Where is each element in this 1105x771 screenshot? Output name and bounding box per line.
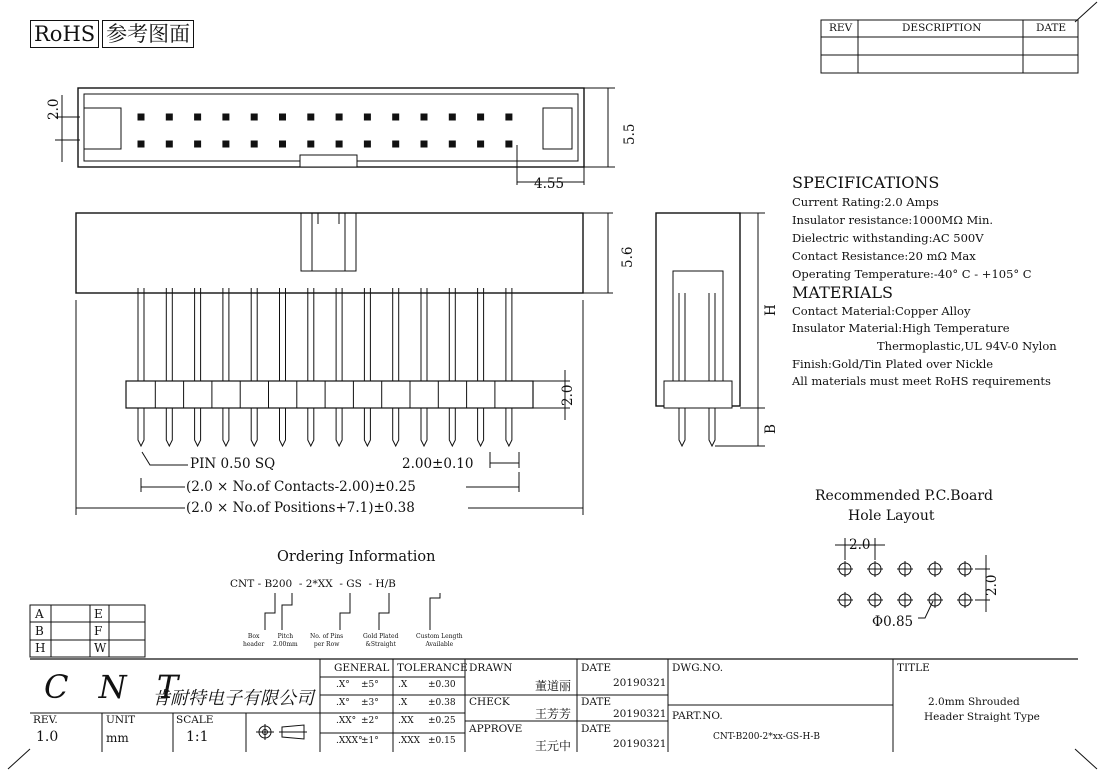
check-label: CHECK — [469, 696, 510, 708]
pin-square — [505, 141, 512, 148]
general-label: GENERAL — [334, 662, 390, 674]
drawn-name: 董道丽 — [535, 679, 572, 693]
tolerance-cell: ±1° — [361, 736, 379, 746]
dwg-no-label: DWG.NO. — [672, 662, 724, 674]
caption-box-header — [243, 633, 264, 649]
pin-square — [251, 114, 258, 121]
pin-tail — [421, 408, 427, 446]
dim-h-label: H — [763, 304, 779, 316]
tolerance-cell: .XXX° — [336, 736, 363, 746]
date-label-1: DATE — [581, 662, 612, 674]
reference-label: 参考图面 — [102, 20, 194, 48]
pin-tail — [251, 408, 257, 446]
caption-plating — [363, 633, 398, 649]
pin-square — [421, 141, 428, 148]
spec-dielectric: Dielectric withstanding:AC 500V — [792, 231, 984, 245]
pcb-title-line1: Recommended P.C.Board — [815, 488, 994, 504]
tolerance-cell: ±0.15 — [428, 736, 456, 746]
corner-mark-bl — [8, 749, 30, 769]
contacts-formula: (2.0 × No.of Contacts-2.00)±0.25 — [186, 479, 416, 495]
pin-square — [392, 114, 399, 121]
tolerance-cell: ±0.30 — [428, 680, 456, 690]
material-rohs: All materials must meet RoHS requirements — [792, 374, 1051, 388]
title-label: TITLE — [897, 662, 930, 674]
date-header: DATE — [1036, 22, 1067, 34]
caption-text: per Row — [313, 641, 340, 648]
part-no-label: PART.NO. — [672, 710, 723, 722]
material-insulator: Insulator Material:High Temperature — [792, 321, 1010, 335]
pin-square — [505, 114, 512, 121]
spec-contact-resistance: Contact Resistance:20 mΩ Max — [792, 249, 976, 263]
code-series: B200 — [264, 578, 293, 590]
caption-text: 2.00mm — [273, 641, 298, 648]
tolerance-label: TOLERANCE — [397, 662, 468, 674]
scale-value: 1:1 — [186, 729, 209, 745]
pin-square — [421, 114, 428, 121]
pcb-title-line2: Hole Layout — [848, 508, 935, 524]
caption-text: &Straight — [365, 641, 396, 648]
legend-table-lines — [30, 605, 145, 657]
pcb-pitch-v: 2.0 — [984, 574, 1000, 596]
pin-tail — [195, 408, 201, 446]
date-value-1: 20190321 — [613, 677, 667, 689]
pin-square — [194, 114, 201, 121]
pin-tail — [308, 408, 314, 446]
tolerance-cell: .X° — [336, 680, 350, 690]
spec-current: Current Rating:2.0 Amps — [792, 195, 939, 209]
drawn-label: DRAWN — [469, 662, 513, 674]
legend-h: H — [35, 641, 46, 655]
title-line1: 2.0mm Shrouded — [928, 696, 1020, 708]
pin-square — [364, 114, 371, 121]
front-view-pins — [138, 288, 512, 446]
caption-text: Custom Length — [416, 633, 463, 640]
tolerance-cell: .X — [398, 698, 408, 708]
spec-temperature: Operating Temperature:-40° C - +105° C — [792, 267, 1032, 281]
rev-value: 1.0 — [36, 729, 59, 745]
code-prefix: CNT — [230, 578, 255, 590]
pin-note: PIN 0.50 SQ — [190, 456, 276, 472]
pin-square — [138, 141, 145, 148]
spec-resistance: Insulator resistance:1000MΩ Min. — [792, 213, 994, 227]
date-value-2: 20190321 — [613, 708, 667, 720]
pcb-hole-layout — [837, 561, 973, 608]
pin-square — [336, 114, 343, 121]
material-contact: Contact Material:Copper Alloy — [792, 304, 971, 318]
pcb-hole-dia: Φ0.85 — [872, 614, 914, 630]
approve-name: 王元中 — [535, 739, 572, 753]
pin-square — [194, 141, 201, 148]
company-name-cn: 肯耐特电子有限公司 — [152, 688, 314, 709]
pin-square — [166, 114, 173, 121]
ordering-title: Ordering Information — [277, 549, 436, 565]
caption-pins — [310, 633, 343, 649]
pin-square — [251, 141, 258, 148]
legend-f: F — [94, 624, 103, 638]
pin-square — [477, 114, 484, 121]
pin-square — [279, 141, 286, 148]
code-length: H/B — [375, 578, 396, 590]
top-view-pins — [138, 114, 513, 148]
dim-height-top: 5.5 — [622, 123, 638, 145]
date-label-3: DATE — [581, 723, 612, 735]
pin-tail — [478, 408, 484, 446]
rohs-label: RoHS — [30, 20, 99, 48]
dim-pitch-side: 2.0 — [560, 384, 576, 406]
tolerance-cell: .XXX — [398, 736, 421, 746]
tolerance-cell: ±3° — [361, 698, 379, 708]
company-logo: C N T — [44, 668, 189, 706]
pin-square — [449, 141, 456, 148]
tolerance-cell: ±0.38 — [428, 698, 456, 708]
pin-square — [449, 114, 456, 121]
materials-title: MATERIALS — [792, 283, 893, 302]
title-line2: Header Straight Type — [924, 711, 1040, 723]
legend-e: E — [94, 607, 103, 621]
code-plating: GS — [346, 578, 362, 590]
caption-pitch — [273, 633, 298, 649]
legend-w: W — [94, 641, 107, 655]
code-pins: 2*XX — [305, 578, 333, 590]
pin-square — [222, 114, 229, 121]
rev-label: REV. — [33, 714, 58, 726]
part-no-value: CNT-B200-2*xx-GS-H-B — [713, 732, 820, 742]
caption-text: Available — [425, 641, 454, 648]
caption-length — [416, 633, 463, 649]
scale-label: SCALE — [176, 714, 214, 726]
specifications-title: SPECIFICATIONS — [792, 173, 940, 192]
corner-mark-tr — [1075, 2, 1097, 22]
unit-label: UNIT — [106, 714, 136, 726]
pin-square — [138, 114, 145, 121]
dim-end-offset: 4.55 — [534, 176, 565, 192]
side-view-outline — [656, 213, 765, 446]
tolerance-cell: ±2° — [361, 716, 379, 726]
ordering-brackets — [265, 593, 440, 630]
front-view-outline — [76, 213, 613, 515]
pin-tail — [393, 408, 399, 446]
date-value-3: 20190321 — [613, 738, 667, 750]
pcb-pitch-h: 2.0 — [849, 537, 871, 553]
pin-tail — [280, 408, 286, 446]
pin-tail — [506, 408, 512, 446]
pin-square — [307, 114, 314, 121]
unit-value: mm — [106, 731, 129, 745]
dim-b-label: B — [763, 424, 779, 434]
pin-square — [166, 141, 173, 148]
pin-square — [307, 141, 314, 148]
pin-tail — [364, 408, 370, 446]
pin-tail — [166, 408, 172, 446]
rohs-badge — [30, 20, 194, 48]
legend-b: B — [35, 624, 44, 638]
pin-tail — [336, 408, 342, 446]
dim-body-height: 5.6 — [620, 246, 636, 268]
legend-a: A — [35, 607, 44, 621]
caption-text: Pitch — [277, 633, 294, 640]
tolerance-cell: ±0.25 — [428, 716, 456, 726]
pitch-tolerance: 2.00±0.10 — [402, 456, 474, 472]
pin-square — [364, 141, 371, 148]
ordering-code: CNT - B200 - 2*XX - GS - H/B — [230, 578, 396, 590]
corner-mark-br — [1075, 749, 1097, 769]
tolerance-cell: .XX° — [336, 716, 357, 726]
check-name: 王芳芳 — [535, 707, 572, 721]
pin-tail — [138, 408, 144, 446]
pin-square — [392, 141, 399, 148]
tolerance-cell: .X° — [336, 698, 350, 708]
tolerance-cell: .X — [398, 680, 408, 690]
material-finish: Finish:Gold/Tin Plated over Nickle — [792, 357, 994, 371]
rev-header: REV — [829, 22, 853, 34]
pin-square — [336, 141, 343, 148]
pin-square — [222, 141, 229, 148]
pin-tail — [449, 408, 455, 446]
caption-text: No. of Pins — [310, 633, 344, 640]
pin-square — [279, 114, 286, 121]
date-label-2: DATE — [581, 696, 612, 708]
specifications-block — [792, 173, 1057, 390]
top-view-outline — [55, 88, 615, 185]
caption-text: Gold Plated — [363, 633, 399, 640]
description-header: DESCRIPTION — [902, 22, 982, 34]
dim-pitch-top: 2.0 — [46, 98, 62, 120]
material-thermoplastic: Thermoplastic,UL 94V-0 Nylon — [877, 339, 1057, 353]
caption-text: Box — [247, 633, 260, 640]
caption-text: header — [243, 641, 265, 648]
tolerance-cell: .XX — [398, 716, 414, 726]
positions-formula: (2.0 × No.of Positions+7.1)±0.38 — [186, 500, 415, 516]
pin-tail — [223, 408, 229, 446]
approve-label: APPROVE — [469, 723, 523, 735]
pin-square — [477, 141, 484, 148]
tolerance-cell: ±5° — [361, 680, 379, 690]
